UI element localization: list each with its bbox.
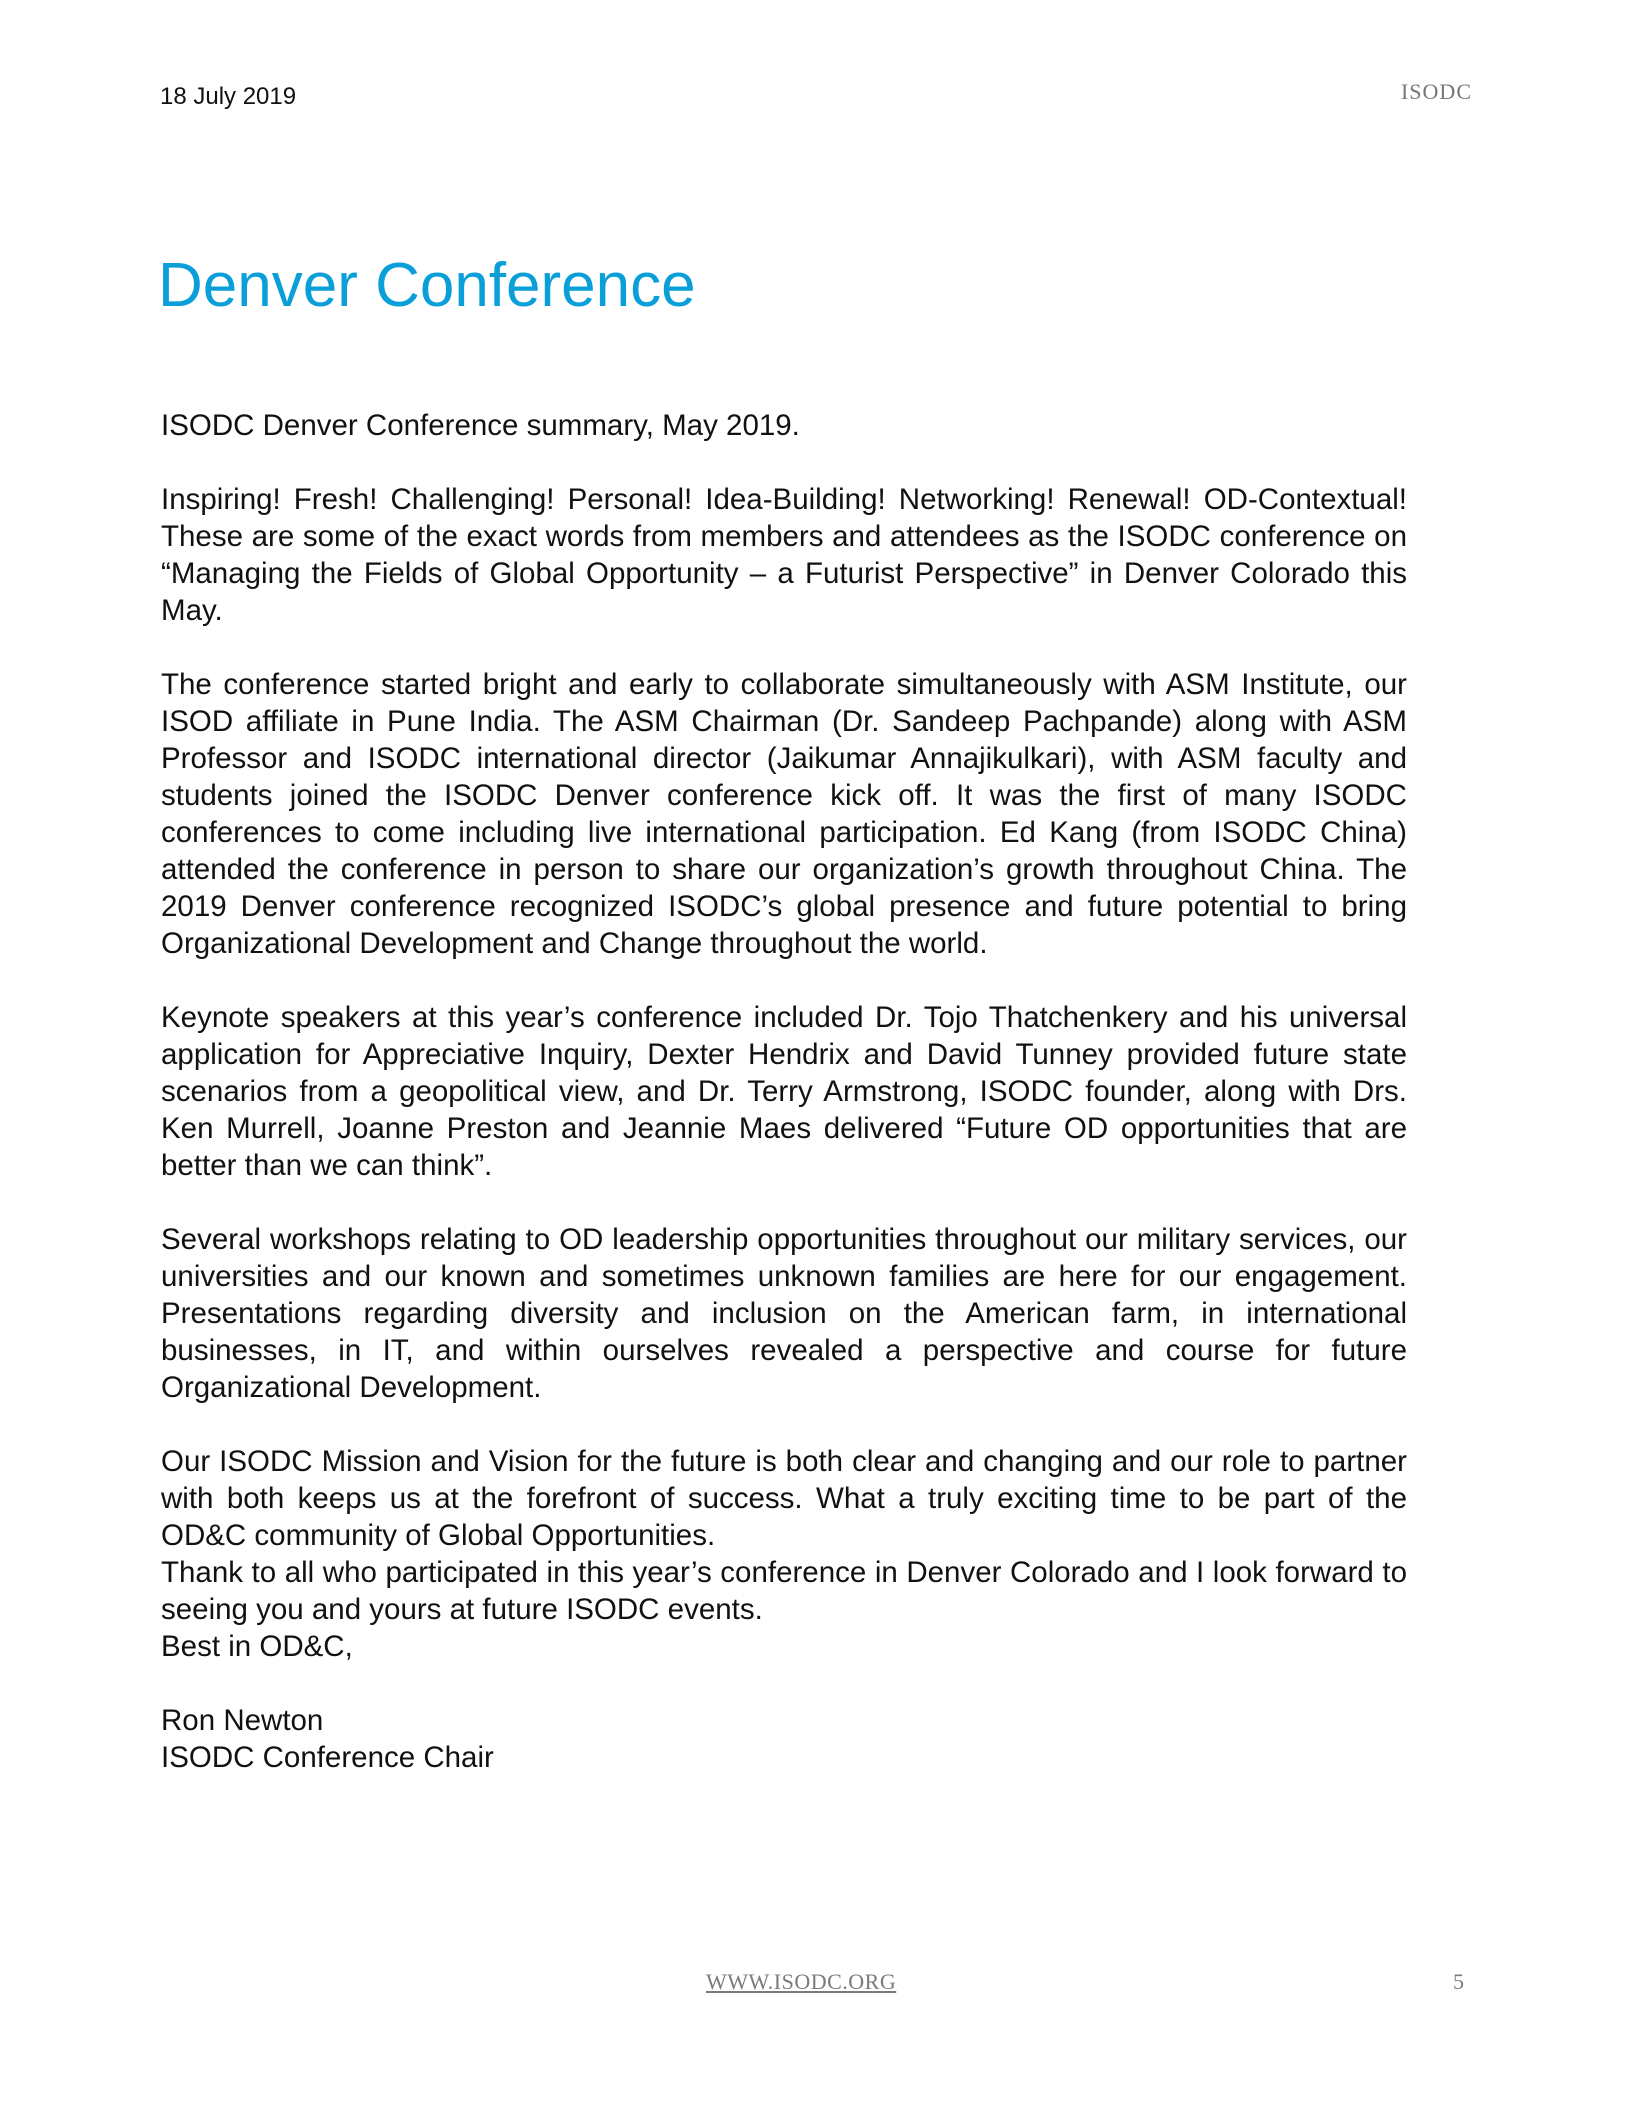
- paragraph-thanks: Thank to all who participated in this year’s conference in Denver Colorado and I look forward to seeing you and yours at future ISODC events.: [161, 1556, 1407, 1626]
- page-title: Denver Conference: [158, 251, 696, 320]
- closing-line: Best in OD&C,: [161, 1630, 353, 1663]
- footer-website-link[interactable]: WWW.ISODC.ORG: [706, 1969, 897, 1994]
- signature-name: Ron Newton: [161, 1704, 324, 1737]
- signature-block: [161, 1702, 1407, 1776]
- article-body: [161, 407, 1407, 1776]
- summary-line: ISODC Denver Conference summary, May 2019.: [161, 409, 800, 442]
- signature-role: ISODC Conference Chair: [161, 1741, 494, 1774]
- page-number: 5: [1453, 1969, 1464, 1994]
- paragraph-intro: Inspiring! Fresh! Challenging! Personal! Idea-Building! Networking! Renewal! OD-Contextual! These are some of the exact words from members and attendees as the ISODC conference on “Managing the Fields of Global Opportunity – a Futurist Perspective” in Denver Colorado this May.: [161, 483, 1407, 627]
- paragraph-kickoff: The conference started bright and early to collaborate simultaneously with ASM Institute, our ISOD affiliate in Pune India. The ASM Chairman (Dr. Sandeep Pachpande) along with ASM Professor and ISODC international director (Jaikumar Annajikulkari), with ASM faculty and students joined the ISODC Denver conference kick off. It was the first of many ISODC conferences to come including live international participation. Ed Kang (from ISODC China) attended the conference in person to share our organization’s growth throughout China. The 2019 Denver conference recognized ISODC’s global presence and future potential to bring Organizational Development and Change throughout the world.: [161, 668, 1407, 960]
- header-org-name: ISODC: [1400, 79, 1472, 104]
- header-date: 18 July 2019: [160, 83, 297, 110]
- paragraph-workshops: Several workshops relating to OD leadership opportunities throughout our military services, our universities and our known and sometimes unknown families are here for our engagement. Presentations regarding diversity and inclusion on the American farm, in international businesses, in IT, and within ourselves revealed a perspective and course for future Organizational Development.: [161, 1223, 1407, 1404]
- paragraph-keynotes: Keynote speakers at this year’s conference included Dr. Tojo Thatchenkery and his universal application for Appreciative Inquiry, Dexter Hendrix and David Tunney provided future state scenarios from a geopolitical view, and Dr. Terry Armstrong, ISODC founder, along with Drs. Ken Murrell, Joanne Preston and Jeannie Maes delivered “Future OD opportunities that are better than we can think”.: [161, 1001, 1407, 1182]
- paragraph-mission: Our ISODC Mission and Vision for the future is both clear and changing and our role to partner with both keeps us at the forefront of success. What a truly exciting time to be part of the OD&C community of Global Opportunities.: [161, 1445, 1407, 1552]
